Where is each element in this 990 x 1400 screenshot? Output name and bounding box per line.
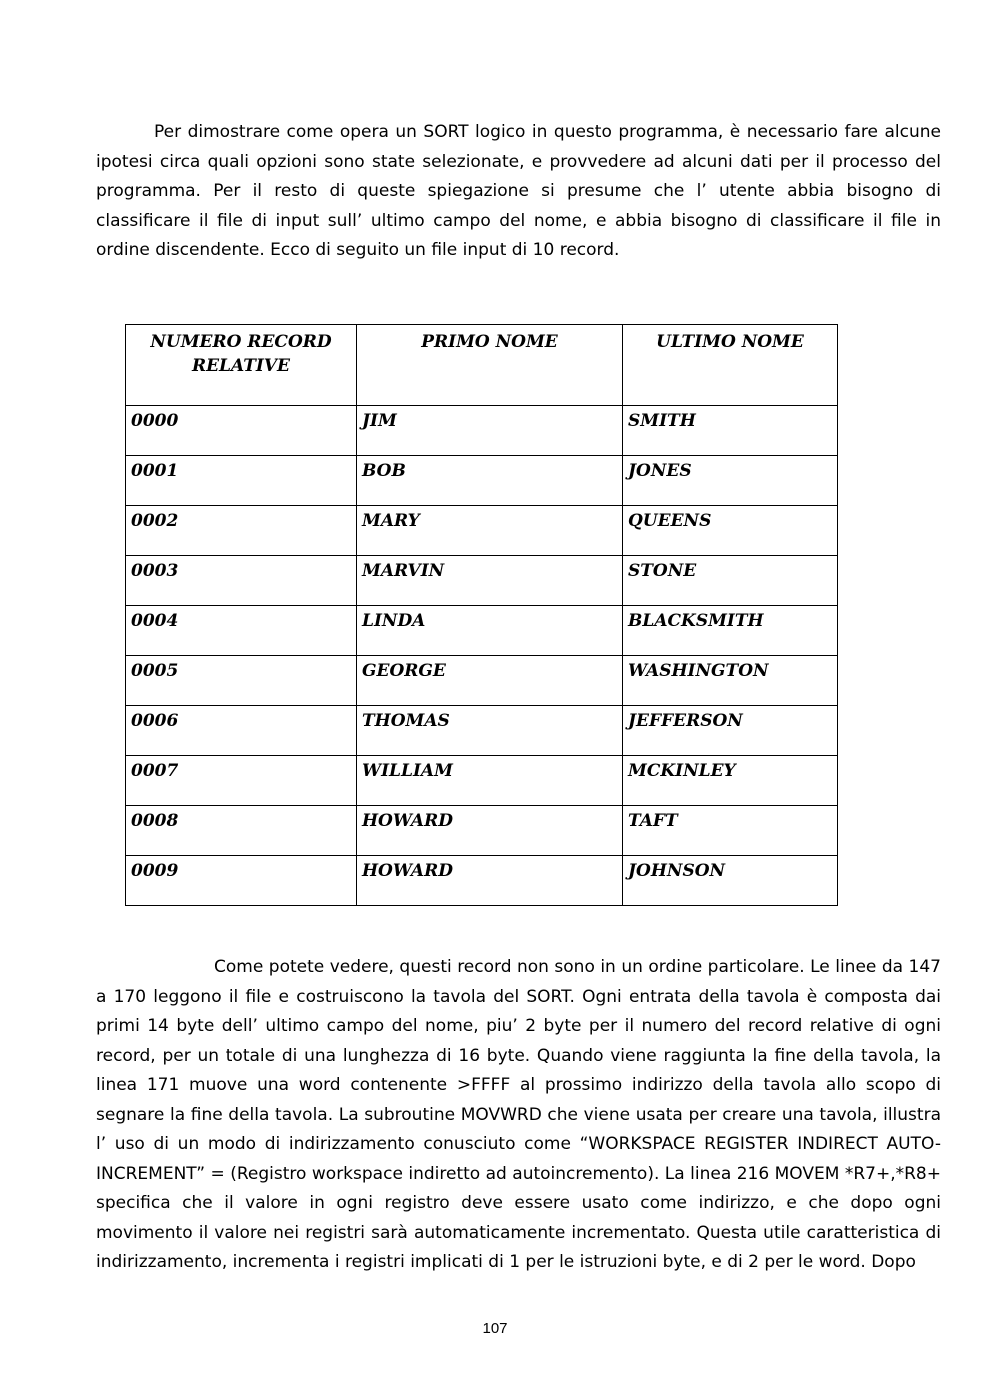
records-table: [125, 324, 838, 906]
record-number-cell: 0005: [126, 656, 357, 706]
last-name-cell: STONE: [623, 556, 838, 606]
body-paragraph: Come potete vedere, questi record non sono in un ordine particolare. Le linee da 147 a 170 leggono il file e costruiscono la tavola del SORT. Ogni entrata della tavola è composta dai primi 14 byte dell’ ultimo campo del nome, piu’ 2 byte per il numero del record relative di ogni record, per un totale di una lunghezza di 16 byte. Quando viene raggiunta la fine della tavola, la linea 171 muove una word contenente >FFFF al prossimo indirizzo della tavola allo scopo di segnare la fine della tavola. La subroutine MOVWRD che viene usata per creare una tavola, illustra l’ uso di un modo di indirizzamento conusciuto come “WORKSPACE REGISTER INDIRECT AUTO-INCREMENT” = (Registro workspace indiretto ad autoincremento). La linea 216 MOVEM *R7+,*R8+ specifica che il valore in ogni registro deve essere usato come indirizzo, e che dopo ogni movimento il valore nei registri sarà automaticamente incrementato. Questa utile caratteristica di indirizzamento, incrementa i registri implicati di 1 per le istruzioni byte, e di 2 per le word. Dopo: [96, 957, 941, 1272]
record-number-cell: 0009: [126, 856, 357, 906]
last-name-cell: MCKINLEY: [623, 756, 838, 806]
header-first-name: PRIMO NOME: [357, 325, 623, 406]
last-name-cell: JEFFERSON: [623, 706, 838, 756]
first-name-cell: BOB: [357, 456, 623, 506]
first-name-cell: MARY: [357, 506, 623, 556]
header-record-line2: RELATIVE: [191, 356, 291, 376]
first-name-cell: JIM: [357, 406, 623, 456]
record-number-cell: 0008: [126, 806, 357, 856]
first-name-cell: HOWARD: [357, 806, 623, 856]
table-row: [126, 556, 838, 606]
table-row: [126, 406, 838, 456]
table-row: [126, 456, 838, 506]
table-row: [126, 656, 838, 706]
last-name-cell: JONES: [623, 456, 838, 506]
record-number-cell: 0007: [126, 756, 357, 806]
first-name-cell: THOMAS: [357, 706, 623, 756]
table-row: [126, 756, 838, 806]
header-last-name: ULTIMO NOME: [623, 325, 838, 406]
table-row: [126, 806, 838, 856]
record-number-cell: 0000: [126, 406, 357, 456]
page-number: 107: [482, 1320, 508, 1337]
first-name-cell: LINDA: [357, 606, 623, 656]
record-number-cell: 0006: [126, 706, 357, 756]
table-header-row: [126, 325, 838, 406]
last-name-cell: WASHINGTON: [623, 656, 838, 706]
header-record-number: [126, 325, 357, 406]
table-row: [126, 506, 838, 556]
table-row: [126, 606, 838, 656]
record-number-cell: 0002: [126, 506, 357, 556]
first-name-cell: GEORGE: [357, 656, 623, 706]
table-row: [126, 856, 838, 906]
last-name-cell: TAFT: [623, 806, 838, 856]
last-name-cell: JOHNSON: [623, 856, 838, 906]
last-name-cell: SMITH: [623, 406, 838, 456]
first-name-cell: MARVIN: [357, 556, 623, 606]
last-name-cell: BLACKSMITH: [623, 606, 838, 656]
header-record-line1: NUMERO RECORD: [150, 332, 332, 352]
first-name-cell: HOWARD: [357, 856, 623, 906]
record-number-cell: 0003: [126, 556, 357, 606]
last-name-cell: QUEENS: [623, 506, 838, 556]
record-number-cell: 0004: [126, 606, 357, 656]
first-name-cell: WILLIAM: [357, 756, 623, 806]
record-number-cell: 0001: [126, 456, 357, 506]
table-row: [126, 706, 838, 756]
intro-paragraph: Per dimostrare come opera un SORT logico in questo programma, è necessario fare alcune ipotesi circa quali opzioni sono state selezionate, e provvedere ad alcuni dati per il processo del programma. Per il resto di queste spiegazione si presume che l’ utente abbia bisogno di classificare il file di input sull’ ultimo campo del nome, e abbia bisogno di classificare il file in ordine discendente. Ecco di seguito un file input di 10 record.: [96, 122, 941, 260]
